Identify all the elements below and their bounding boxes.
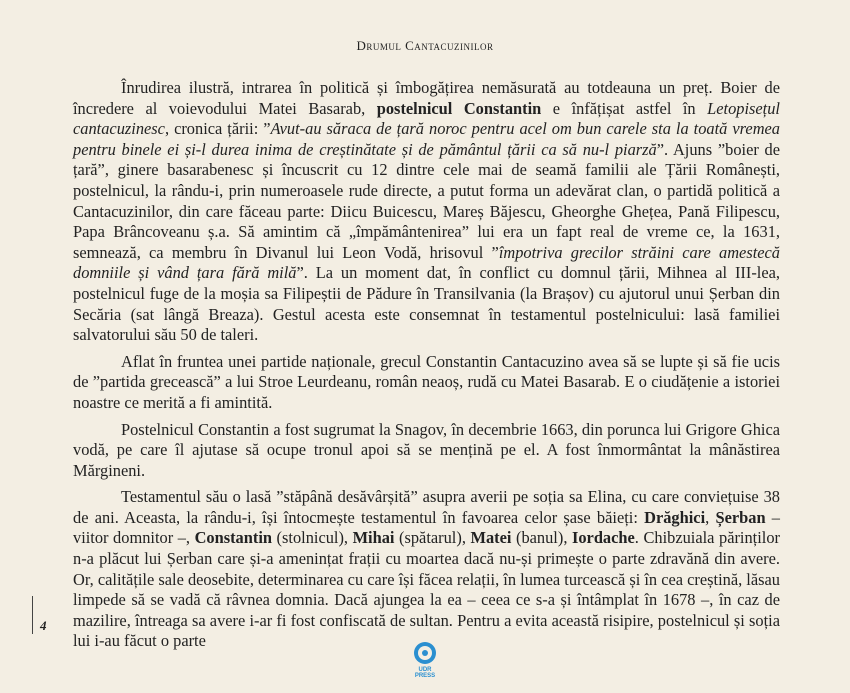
text-span: ,: [705, 507, 716, 527]
publisher-logo: [410, 642, 440, 684]
text-span: – viitor domnitor –,: [73, 507, 780, 548]
bold-name: Drăghici: [644, 507, 706, 527]
bold-name: Matei: [470, 528, 512, 548]
text-span: Înrudirea ilustră, intrarea în politică și îmbogățirea nemăsurată au totdeauna un preț. Boier de încredere al voievodului Matei Basarab,: [73, 78, 780, 118]
logo-icon: [414, 642, 436, 664]
text-span: (spătarul),: [394, 528, 471, 548]
body-text: [73, 78, 780, 652]
page-number: 4: [40, 618, 47, 633]
text-span: . Chibzuiala părinților n-a plăcut lui Șerban care și-a amenințat frații cu moartea dacă nu-și primește o parte zdravănă din avere. Or, calitățile sale deosebite, determinarea cu care își făcea relații, în lumea turcească și în cea creștină, lăsau limpede să se vadă că râvnea domnia. Dacă ajungea la ea – ceea ce s-a și întâmplat în 1678 –, în caz de mazilire, întreaga sa avere i-ar fi fost confiscată de sultan. Pentru a evita această risipire, postelnicul și soția lui i-au făcut o parte: [73, 528, 780, 651]
bold-name: Șerban: [715, 507, 766, 527]
text-span: (stolnicul),: [272, 528, 353, 548]
bold-name: Constantin: [194, 528, 272, 548]
italic-title: Letopisețul cantacuzinesc: [73, 98, 780, 139]
text-span: ”. La un moment dat, în conflict cu domnul țării, Mihnea al III-lea, postelnicul fuge de la moșia sa Filipeștii de Pădure în Transilvania (la Brașov) cu ajutorul unui Șerban din Secăria (sat lângă Breaza). Gestul acesta este consemnat în testamentul postelnicului: lasă familiei salvatorului său 50 de taleri.: [73, 263, 780, 345]
running-header: Drumul Cantacuzinilor: [356, 38, 494, 53]
paragraph-4: [73, 487, 780, 652]
bold-name: postelnicul Constantin: [376, 98, 542, 118]
text-span: , cronica țării: ”: [164, 119, 271, 139]
bold-name: Iordache: [571, 528, 635, 548]
text-span: e înfățișat astfel în: [541, 98, 708, 118]
margin-divider: [32, 596, 33, 634]
paragraph-2: Aflat în fruntea unei partide naționale, grecul Constantin Cantacuzino avea să se lupte și să fie ucis de ”partida grecească” a lui Stroe Leurdeanu, român neaoș, rudă cu Matei Basarab. E o ciudățenie a istoriei noastre ce merită a fi amintită.: [73, 351, 780, 412]
paragraph-3: Postelnicul Constantin a fost sugrumat la Snagov, în decembrie 1663, din porunca lui Grigore Ghica vodă, pe care îl ajutase să ocupe tronul apoi să se mențină pe el. A fost înmormântat la mânăstirea Mărgineni.: [73, 419, 780, 480]
text-span: Testamentul său o lasă ”stăpână desăvârșită” asupra averii pe soția sa Elina, cu care conviețuise 38 de ani. Aceasta, la rându-i, își întocmește testamentul în favoarea celor șase băieți:: [73, 487, 780, 527]
italic-quote: Avut-au săraca de țară noroc pentru acel om bun carele sta la toată vremea pentru binele ei și-l durea inima de creștinătate și de pământul țării ca să nu-l piarză: [73, 119, 780, 159]
logo-text: UDR PRESS: [414, 667, 436, 679]
text-span: (banul),: [511, 528, 572, 548]
bold-name: Mihai: [352, 528, 395, 548]
paragraph-1: [73, 78, 780, 346]
italic-quote: împotriva grecilor străini care amestecă domniile și vând țara fără milă: [73, 242, 780, 283]
text-span: ”. Ajuns ”boier de țară”, ginere basarabenesc și încuscrit cu 12 dintre cele mai de seamă familii ale Țării Românești, postelnicul, la rându-i, prin numeroasele rude directe, a putut forma un adevărat clan, o partidă politică a Cantacuzinilor, din care făceau parte: Diicu Buicescu, Mareș Băjescu, Gheorghe Ghețea, Pană Filipescu, Papa Brâncoveanu ș.a. Să amintim că „împământenirea” lui era un fapt real de vreme ce, la 1631, semnează, ca membru în Divanul lui Leon Vodă, hrisovul ”: [73, 139, 781, 262]
